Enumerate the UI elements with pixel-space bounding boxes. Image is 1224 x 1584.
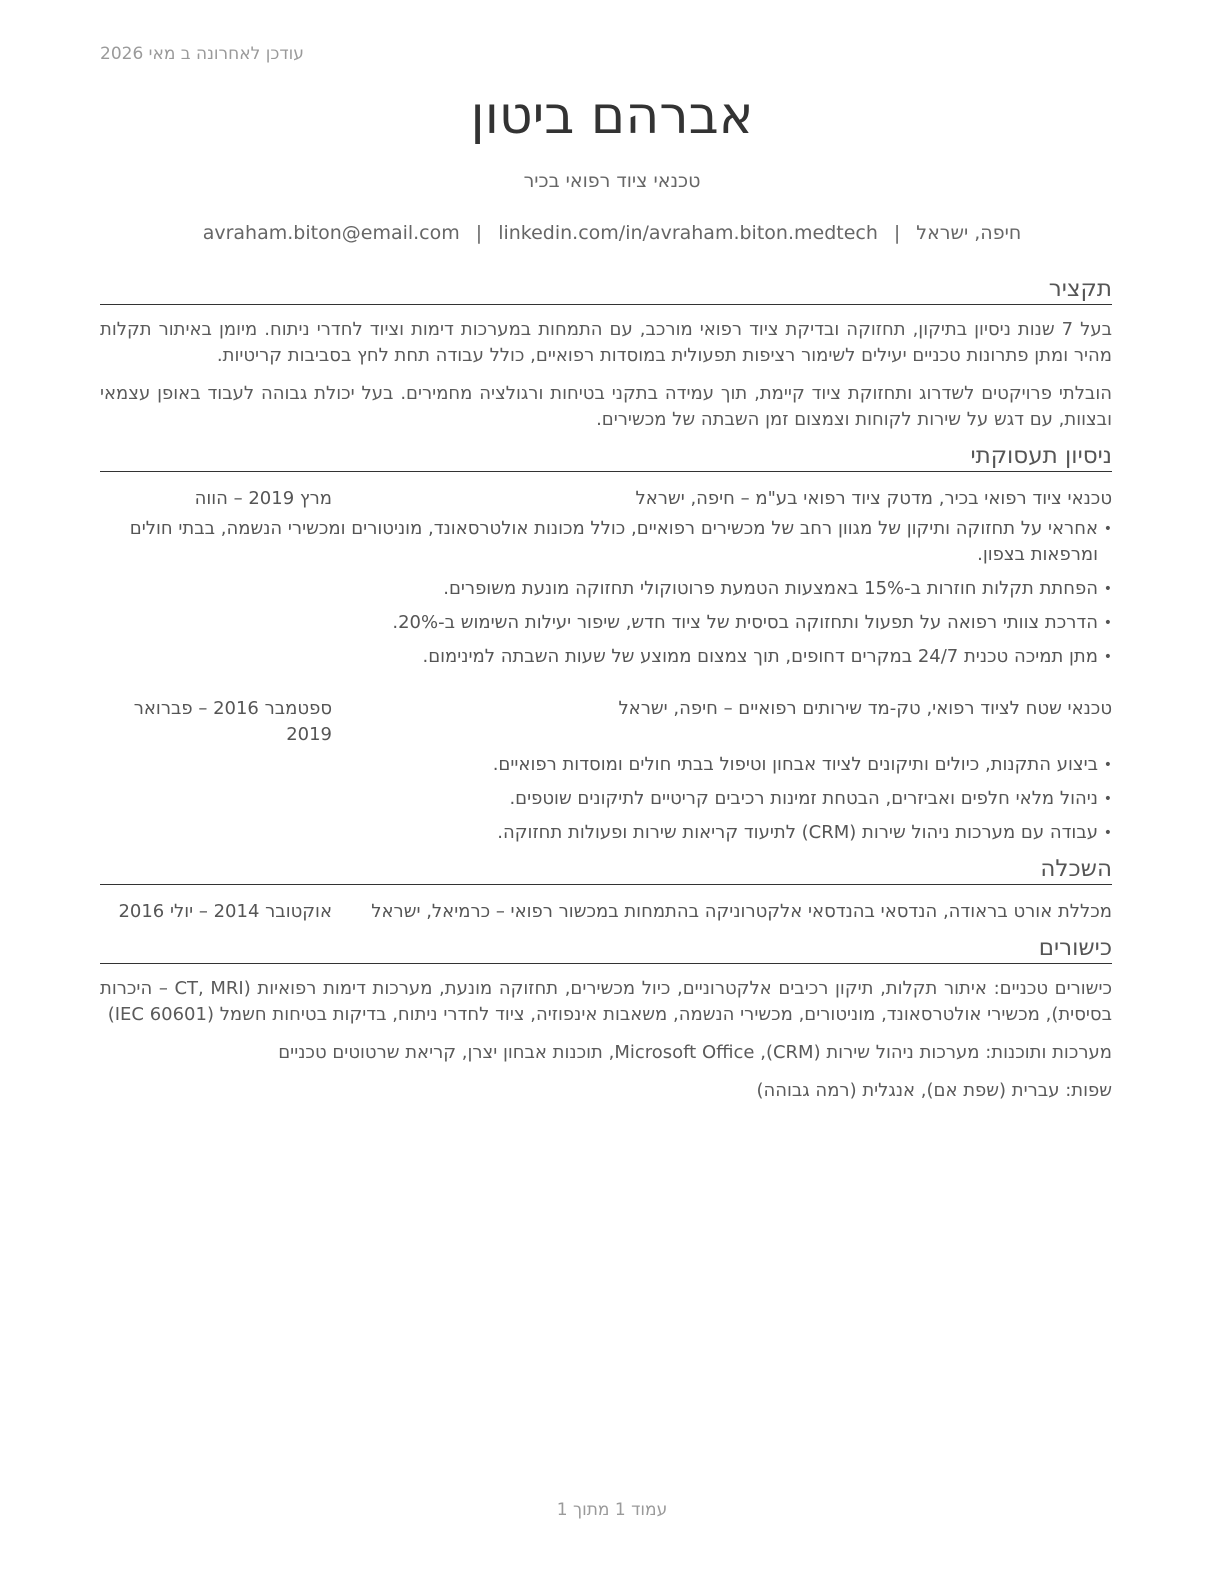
job-header xyxy=(100,696,1112,748)
job-bullet: • אחראי על תחזוקה ותיקון של מגוון רחב של מכשירים רפואיים, כולל מכונות אולטרסאונד, מוניטורים ומכשירי הנשמה, בבתי חולים ומרפאות בצפון. xyxy=(100,516,1112,568)
job-bullet: • עבודה עם מערכות ניהול שירות (CRM) לתיעוד קריאות שירות ופעולות תחזוקה. xyxy=(100,820,1112,846)
skills-line: מערכות ותוכנות: מערכות ניהול שירות (CRM), Microsoft Office, תוכנות אבחון יצרן, קריאת שרטוטים טכניים xyxy=(278,1042,1112,1063)
contact-location: חיפה, ישראל xyxy=(916,222,1022,244)
job-bullet: • ביצוע התקנות, כיולים ותיקונים לציוד אבחון וטיפול בבתי חולים ומוסדות רפואיים. xyxy=(100,752,1112,778)
contact-line xyxy=(0,222,1224,244)
skills-title: כישורים xyxy=(100,935,1112,964)
job-title: טכנאי ציוד רפואי בכיר, מדטק ציוד רפואי בע"מ – חיפה, ישראל xyxy=(635,488,1112,509)
job-entry xyxy=(100,696,1112,846)
job-bullet: • הפחתת תקלות חוזרות ב-15% באמצעות הטמעת פרוטוקולי תחזוקה מונעת משופרים. xyxy=(100,576,1112,602)
page-number: עמוד 1 מתוך 1 xyxy=(556,1500,668,1520)
skills-line: כישורים טכניים: איתור תקלות, תיקון רכיבים אלקטרוניים, כיול מכשירים, תחזוקה מונעת, מערכות דימות רפואיות (CT, MRI – היכרות בסיסית), מכשירי אולטרסאונד, מוניטורים, מכשירי הנשמה, משאבות אינפוזיה, ציוד לחדרי ניתוח, בדיקות בטיחות חשמל (IEC 60601) xyxy=(100,978,1112,1025)
job-bullet: • מתן תמיכה טכנית 24/7 במקרים דחופים, תוך צמצום ממוצע של שעות השבתה למינימום. xyxy=(100,644,1112,670)
skills-section xyxy=(100,935,1112,1104)
education-section xyxy=(100,856,1112,925)
education-dates: אוקטובר 2014 – יולי 2016 xyxy=(118,901,332,922)
contact-separator: | xyxy=(893,222,901,244)
job-dates: מרץ 2019 – הווה xyxy=(194,488,332,509)
summary-title: תקציר xyxy=(100,276,1112,305)
job-subtitle: טכנאי ציוד רפואי בכיר xyxy=(523,170,701,192)
job-bullet: • ניהול מלאי חלפים ואביזרים, הבטחת זמינות רכיבים קריטיים לתיקונים שוטפים. xyxy=(100,786,1112,812)
contact-separator: | xyxy=(475,222,483,244)
job-dates: ספטמבר 2016 – פברואר 2019 xyxy=(133,698,332,745)
job-bullets xyxy=(100,516,1112,670)
skills-line: שפות: עברית (שפת אם), אנגלית (רמה גבוהה) xyxy=(756,1080,1112,1101)
experience-title: ניסיון תעסוקתי xyxy=(100,443,1112,472)
summary-paragraph: בעל 7 שנות ניסיון בתיקון, תחזוקה ובדיקת ציוד רפואי מורכב, עם התמחות במערכות דימות וציוד לחדרי ניתוח. מיומן באיתור תקלות מהיר ומתן פתרונות טכניים יעילים לשימור רציפות תפעולית במוסדות רפואיים, כולל עבודה תחת לחץ בסביבות קריטיות. xyxy=(100,319,1112,366)
contact-linkedin[interactable]: linkedin.com/in/avraham.biton.medtech xyxy=(498,222,878,244)
education-entry xyxy=(100,899,1112,925)
education-school: מכללת אורט בראודה, הנדסאי בהנדסאי אלקטרוניקה בהתמחות במכשור רפואי – כרמיאל, ישראל xyxy=(371,901,1112,922)
last-updated-text: עודכן לאחרונה ב מאי 2026 xyxy=(100,44,304,64)
job-bullets xyxy=(100,752,1112,846)
contact-email[interactable]: avraham.biton@email.com xyxy=(202,222,460,244)
job-header xyxy=(100,486,1112,512)
job-title: טכנאי שטח לציוד רפואי, טק-מד שירותים רפואיים – חיפה, ישראל xyxy=(618,698,1112,719)
job-bullet: • הדרכת צוותי רפואה על תפעול ותחזוקה בסיסית של ציוד חדש, שיפור יעילות השימוש ב-20%. xyxy=(100,610,1112,636)
experience-section xyxy=(100,443,1112,846)
summary-section xyxy=(100,276,1112,433)
job-entry xyxy=(100,486,1112,670)
resume-content xyxy=(100,276,1112,1114)
education-title: השכלה xyxy=(100,856,1112,885)
candidate-name: אברהם ביטון xyxy=(470,86,754,146)
summary-paragraph: הובלתי פרויקטים לשדרוג ותחזוקת ציוד קיימת, תוך עמידה בתקני בטיחות ורגולציה מחמירים. בעל יכולת גבוהה לעבוד באופן עצמאי ובצוות, עם דגש על שירות לקוחות וצמצום זמן השבתה של מכשירים. xyxy=(100,383,1112,430)
